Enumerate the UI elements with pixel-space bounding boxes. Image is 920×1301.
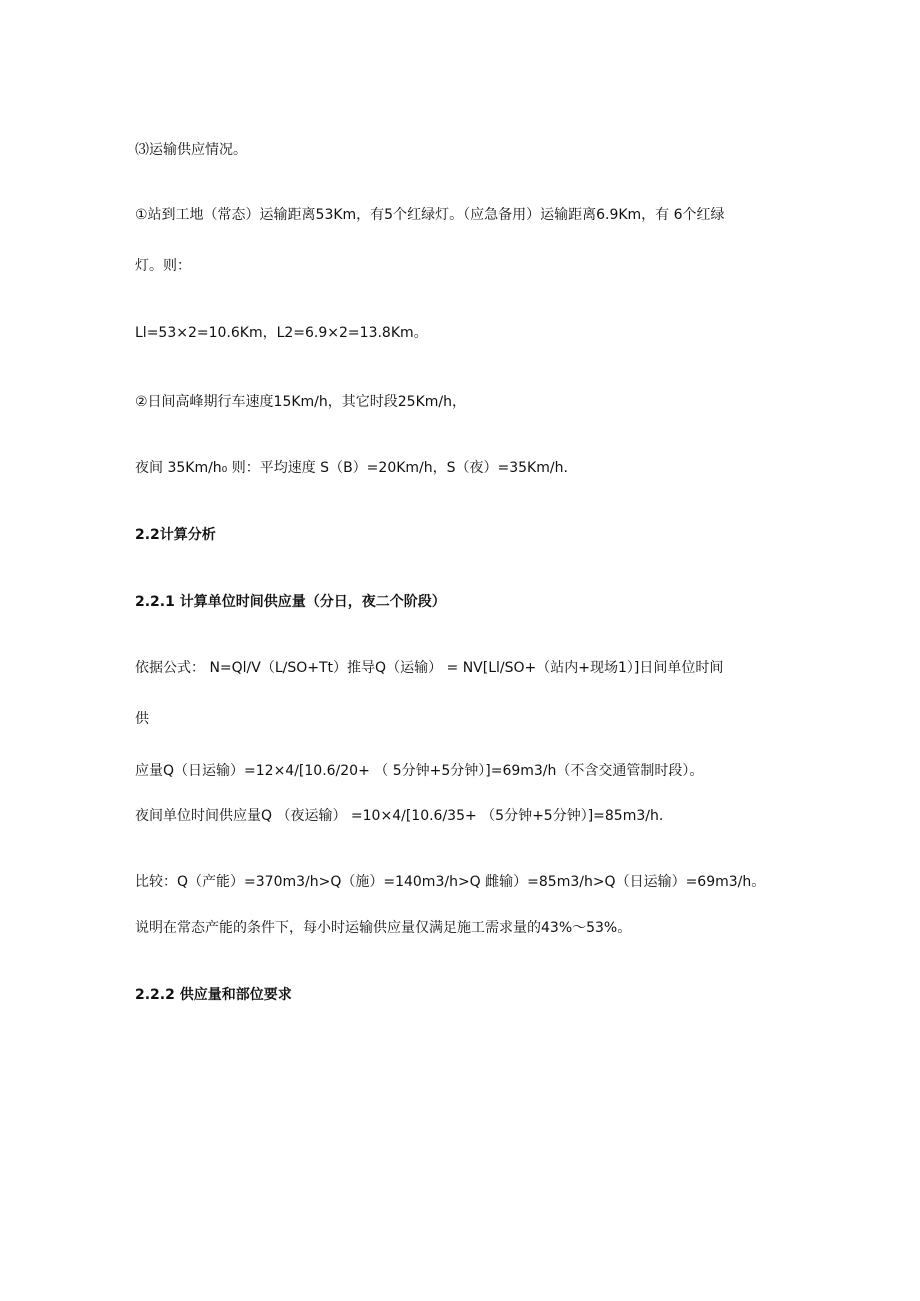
formula-distances: Ll=53×2=10.6Km，L2=6.9×2=13.8Km。 [135,325,428,341]
paragraph-formula-continued: 供 [135,711,149,727]
paragraph-speeds: ②日间高峰期行车速度15Km∕h，其它时段25Km∕h， [135,394,466,410]
paragraph-conclusion: 说明在常态产能的条件下，每小时运输供应量仅满足施工需求量的43%～53%。 [135,920,632,936]
formula-day-supply: 应量Q（日运输）=12×4∕[10.6∕20+ （ 5分钟+5分钟）]=69m3∕h（不含交通管制时段）。 [135,763,704,779]
paragraph-comparison: 比较：Q（产能）=370m3∕h>Q（施）=140m3∕h>Q 雌输）=85m3∕h>Q（日运输）=69m3∕h。 [135,874,766,890]
paragraph-formula: 依据公式： N=Ql∕V（L∕SO+Tt）推导Q（运输） = NV[Ll∕SO+（站内+现场1）]日间单位时间 [135,660,724,676]
formula-night-supply: 夜间单位时间供应量Q （夜运输） =10×4∕[10.6∕35+ （5分钟+5分钟）]=85m3∕h. [135,808,664,824]
paragraph-night-speed: 夜间 35Km∕h₀ 则：平均速度 S（B）=20Km∕h，S（夜）=35Km∕h. [135,460,568,476]
paragraph-distance: ①站到工地（常态）运输距离53Km，有5个红绿灯。（应急备用）运输距离6.9Km，有 6个红绿 [135,207,725,223]
heading-2-2: 2.2计算分析 [135,527,216,543]
paragraph-distance-continued: 灯。则： [135,258,191,274]
heading-2-2-1: 2.2.1 计算单位时间供应量（分日，夜二个阶段） [135,594,446,610]
section-heading-transport-supply: ⑶运输供应情况。 [135,142,247,158]
heading-2-2-2: 2.2.2 供应量和部位要求 [135,987,292,1003]
